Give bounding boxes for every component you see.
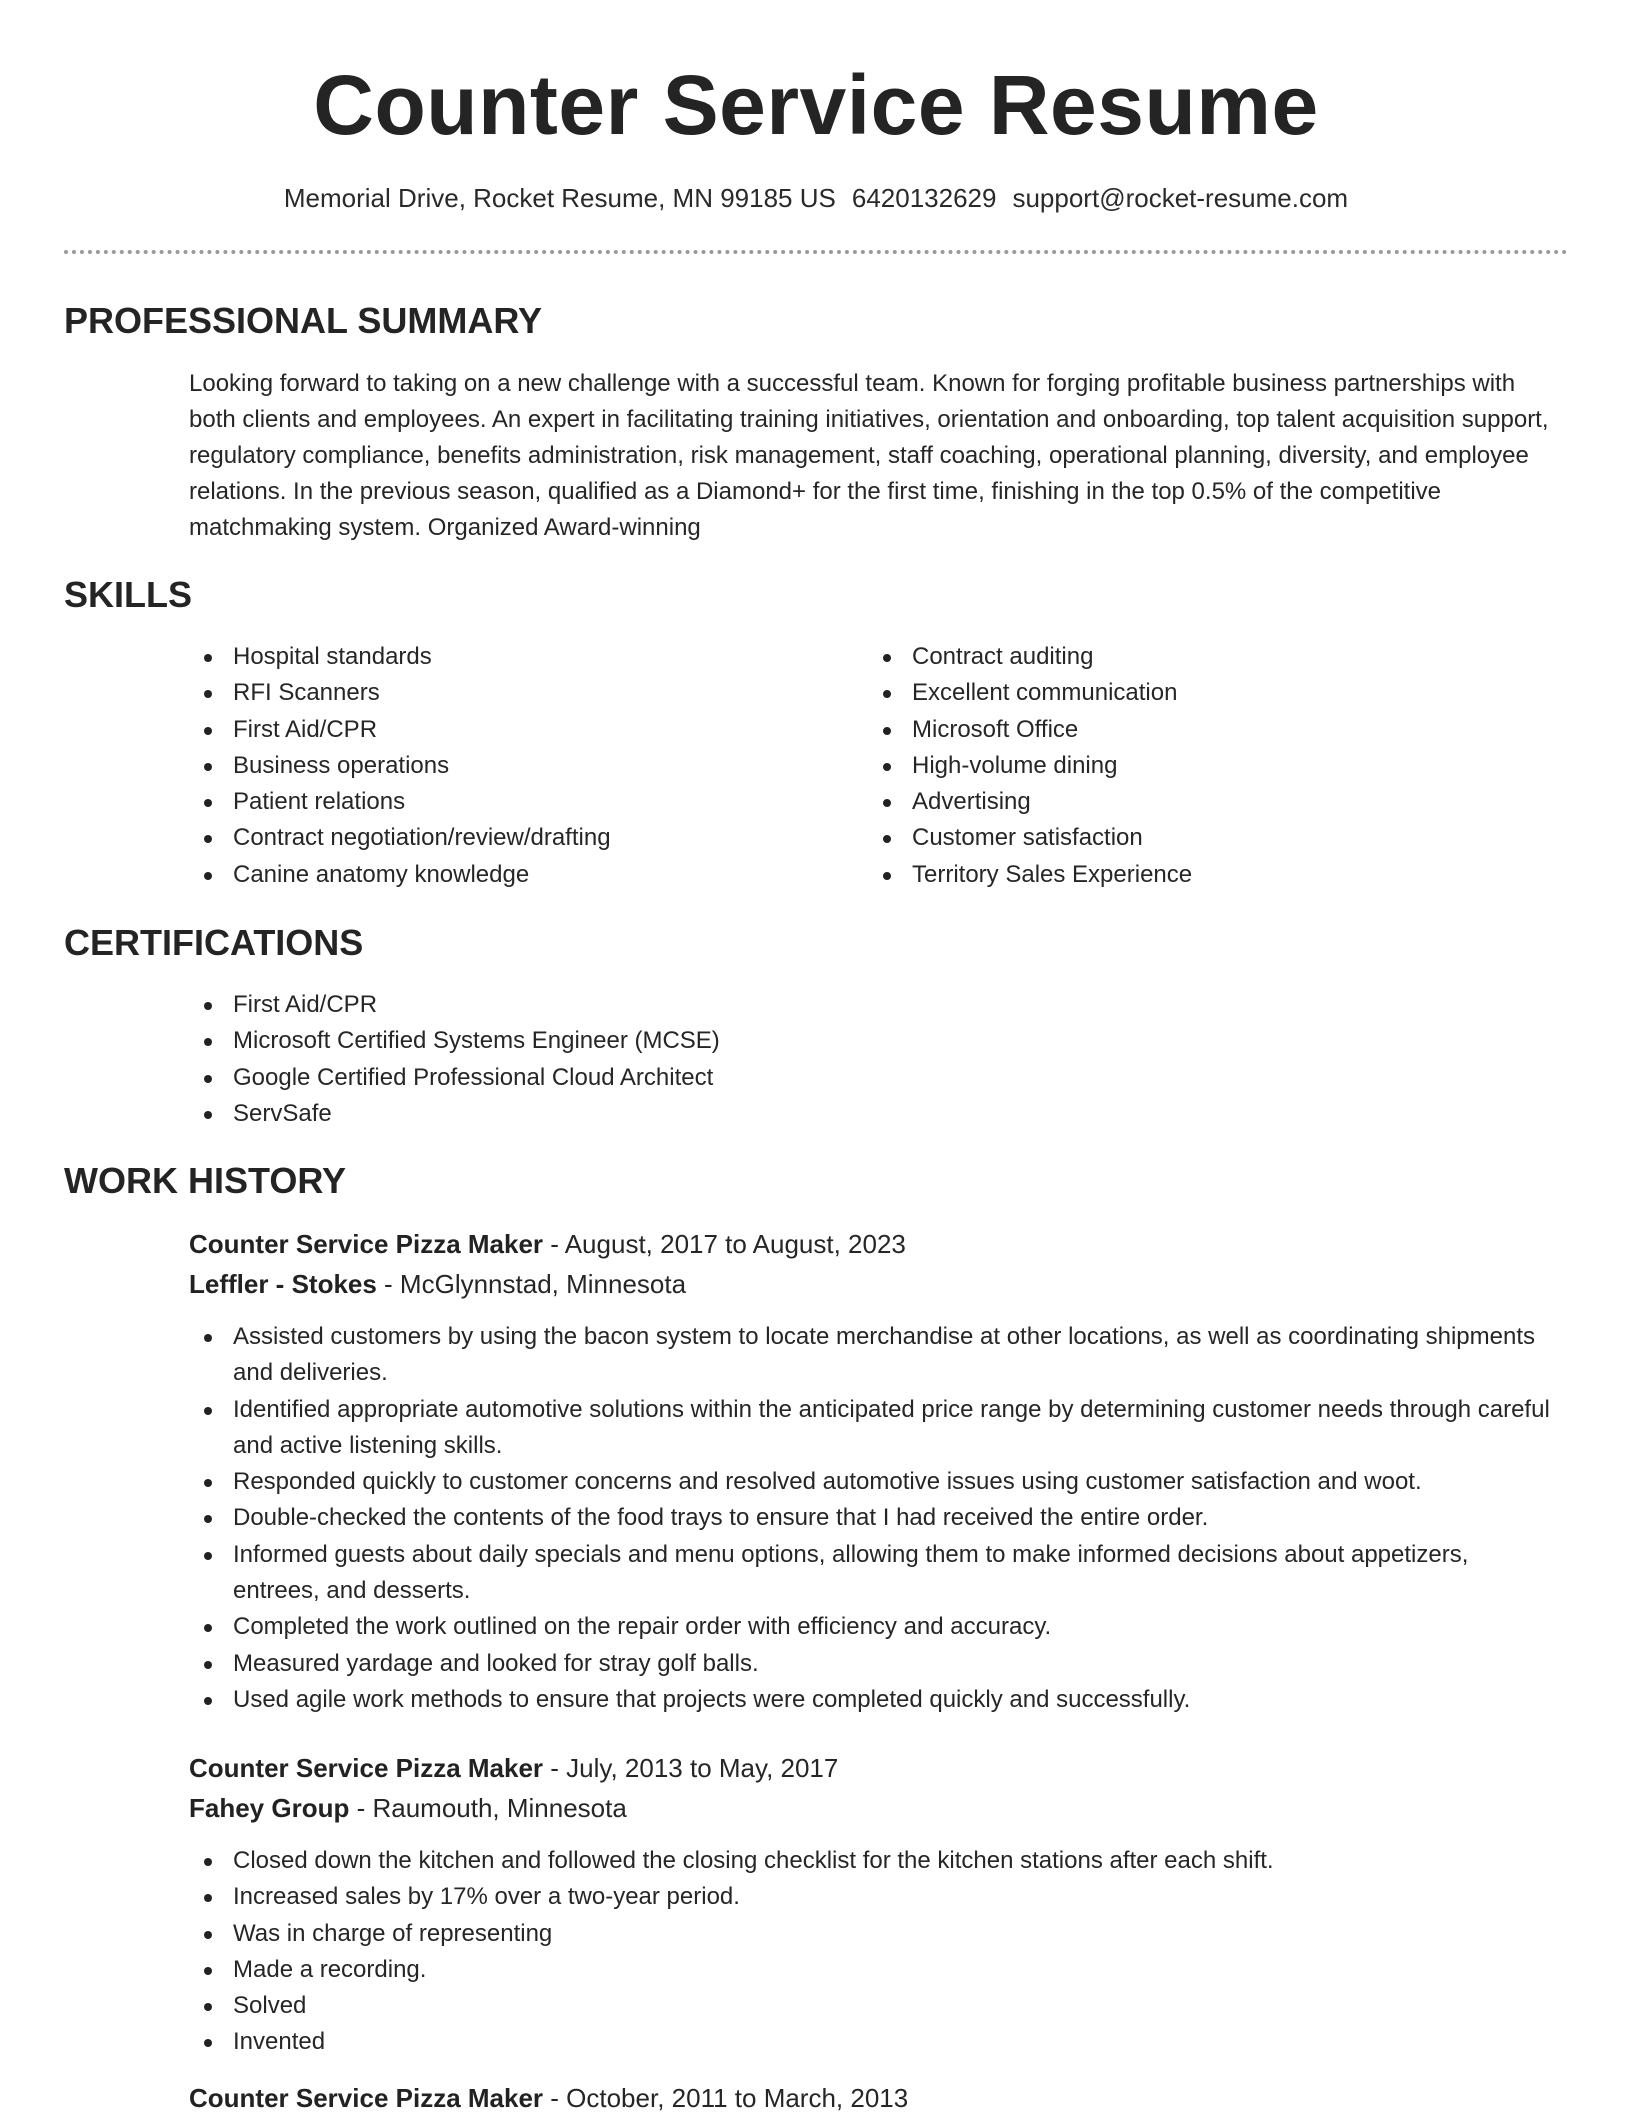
list-item: Excellent communication <box>868 675 1528 711</box>
list-item: Closed down the kitchen and followed the closing checklist for the kitchen stations after each shift. <box>189 1843 1559 1879</box>
list-item: Google Certified Professional Cloud Architect <box>189 1060 1489 1096</box>
list-item: Informed guests about daily specials and menu options, allowing them to make informed decisions about appetizers, entrees, and desserts. <box>189 1537 1559 1610</box>
job-company-line <box>189 1790 627 1826</box>
list-item: Solved <box>189 1988 1559 2024</box>
contact-address: Memorial Drive, Rocket Resume, MN 99185 US <box>283 183 836 213</box>
header-divider <box>64 250 1568 254</box>
list-item: Microsoft Office <box>868 712 1528 748</box>
skills-list-right <box>868 639 1528 893</box>
list-item: Invented <box>189 2024 1559 2060</box>
job-dates: - July, 2013 to May, 2017 <box>543 1753 839 1783</box>
list-item: Assisted customers by using the bacon system to locate merchandise at other locations, as well as coordinating shipments and deliveries. <box>189 1319 1559 1392</box>
list-item: First Aid/CPR <box>189 712 809 748</box>
list-item: Contract negotiation/review/drafting <box>189 820 809 856</box>
work-history-heading: WORK HISTORY <box>64 1160 347 1201</box>
list-item: Customer satisfaction <box>868 820 1528 856</box>
list-item: Increased sales by 17% over a two-year period. <box>189 1879 1559 1915</box>
job-dates: - October, 2011 to March, 2013 <box>543 2083 909 2113</box>
contact-email: support@rocket-resume.com <box>1012 183 1349 213</box>
contact-line <box>0 181 1632 215</box>
list-item: Identified appropriate automotive solutions within the anticipated price range by determining customer needs through careful and active listening skills. <box>189 1392 1559 1465</box>
job-location: - Raumouth, Minnesota <box>349 1793 627 1823</box>
summary-heading: PROFESSIONAL SUMMARY <box>64 300 543 341</box>
resume-title: Counter Service Resume <box>313 58 1319 152</box>
list-item: RFI Scanners <box>189 675 809 711</box>
job-company: Leffler - Stokes <box>189 1269 377 1299</box>
contact-phone: 6420132629 <box>851 183 997 213</box>
job-dates: - August, 2017 to August, 2023 <box>543 1229 906 1259</box>
list-item: Territory Sales Experience <box>868 857 1528 893</box>
list-item: First Aid/CPR <box>189 987 1489 1023</box>
list-item: Microsoft Certified Systems Engineer (MCSE) <box>189 1023 1489 1059</box>
skills-list-left <box>189 639 809 893</box>
list-item: Business operations <box>189 748 809 784</box>
job-title: Counter Service Pizza Maker <box>189 1229 544 1259</box>
job-bullets <box>189 1843 1559 2061</box>
list-item: Completed the work outlined on the repair order with efficiency and accuracy. <box>189 1609 1559 1645</box>
list-item: Contract auditing <box>868 639 1528 675</box>
list-item: ServSafe <box>189 1096 1489 1132</box>
job-location: - McGlynnstad, Minnesota <box>376 1269 687 1299</box>
job-title: Counter Service Pizza Maker <box>189 1753 544 1783</box>
list-item: High-volume dining <box>868 748 1528 784</box>
summary-text: Looking forward to taking on a new challenge with a successful team. Known for forging profitable business partnerships with both clients and employees. An expert in facilitating training initiatives, orientation and onboarding, top talent acquisition support, regulatory compliance, benefits administration, risk management, staff coaching, operational planning, diversity, and employee relations. In the previous season, qualified as a Diamond+ for the first time, finishing in the top 0.5% of the competitive matchmaking system. Organized Award-winning <box>189 370 1549 541</box>
list-item: Used agile work methods to ensure that projects were completed quickly and successfully. <box>189 1682 1559 1718</box>
list-item: Made a recording. <box>189 1952 1559 1988</box>
list-item: Advertising <box>868 784 1528 820</box>
job-bullets <box>189 1319 1559 1718</box>
job-title-line <box>189 2080 908 2116</box>
certifications-list <box>189 987 1489 1132</box>
skills-heading: SKILLS <box>64 574 193 615</box>
list-item: Responded quickly to customer concerns and resolved automotive issues using customer satisfaction and woot. <box>189 1464 1559 1500</box>
job-title-line <box>189 1226 906 1262</box>
list-item: Measured yardage and looked for stray golf balls. <box>189 1646 1559 1682</box>
list-item: Patient relations <box>189 784 809 820</box>
list-item: Was in charge of representing <box>189 1916 1559 1952</box>
list-item: Canine anatomy knowledge <box>189 857 809 893</box>
job-title: Counter Service Pizza Maker <box>189 2083 544 2113</box>
certifications-heading: CERTIFICATIONS <box>64 922 364 963</box>
job-title-line <box>189 1750 838 1786</box>
list-item: Hospital standards <box>189 639 809 675</box>
job-company-line <box>189 1266 686 1302</box>
job-company: Fahey Group <box>189 1793 350 1823</box>
list-item: Double-checked the contents of the food trays to ensure that I had received the entire order. <box>189 1500 1559 1536</box>
